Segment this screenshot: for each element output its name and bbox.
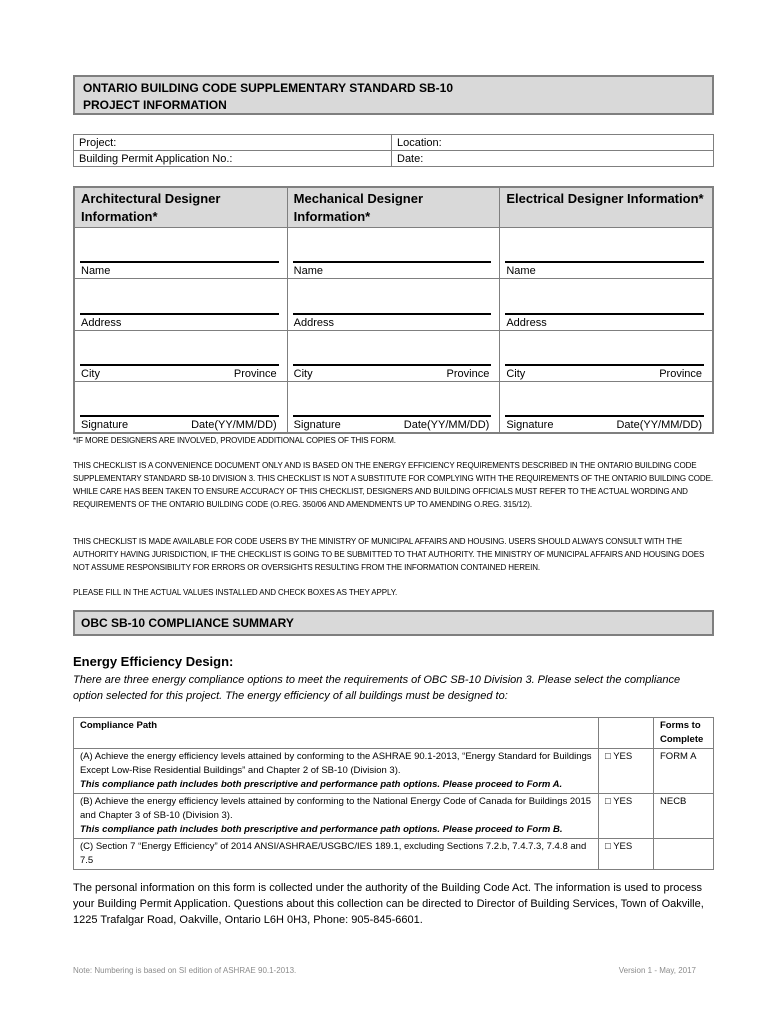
province-label: Province — [446, 367, 490, 380]
form-title: ONTARIO BUILDING CODE SUPPLEMENTARY STANDARD SB-10 — [83, 81, 454, 95]
ministry-disclaimer: THIS CHECKLIST IS MADE AVAILABLE FOR CODE USERS BY THE MINISTRY OF MUNICIPAL AFFAIRS AND HOUSING. USERS SHOULD ALWAYS CONSULT WITH THE AUTHORITY HAVING JURISDICTION, IF THE CHECKLIST IS GOING TO BE SUBMITTED TO THAT AUTHORITY. THE MINISTRY OF MUNICIPAL AFFAIRS AND HOUSING DOES NOT ASSUME RESPONSIBILITY FOR ERRORS OR OVERSIGHTS RESULTING FROM THE INFORMATION CONTAINED HEREIN. — [73, 537, 705, 572]
compliance-option-b — [74, 794, 599, 839]
address-label: Address — [81, 316, 122, 329]
location-field[interactable]: Location: — [392, 135, 714, 151]
checklist-disclaimer: THIS CHECKLIST IS A CONVENIENCE DOCUMENT ONLY AND IS BASED ON THE ENERGY EFFICIENCY REQUIREMENTS DESCRIBED IN THE ONTARIO BUILDING CODE SUPPLEMENTARY STANDARD SB-10 DIVISION 3. THIS CHECKLIST IS NOT A SUBSTITUTE FOR COMPLYING WITH THE REQUIREMENTS OF THE ONTARIO BUILDING CODE. WHILE CARE HAS BEEN TAKEN TO ENSURE ACCURACY OF THIS CHECKLIST, DESIGNERS AND BUILDING OFFICIALS MUST REFER TO THE ACTUAL WORDING AND REQUIREMENTS OF THE ONTARIO BUILDING CODE (O.REG. 350/06 AND AMENDMENTS UP TO AMENDING O.REG. 315/12). — [73, 461, 713, 509]
province-label: Province — [233, 367, 277, 380]
designer-heading: Architectural Designer Information* — [75, 188, 287, 228]
project-info-table — [73, 134, 714, 167]
designer-heading: Mechanical Designer Information* — [288, 188, 500, 228]
option-c-checkbox[interactable]: □ YES — [599, 839, 654, 870]
signature-date-field[interactable] — [75, 382, 287, 432]
designer-heading: Electrical Designer Information* — [500, 188, 712, 228]
option-a-checkbox[interactable]: □ YES — [599, 749, 654, 794]
architectural-designer-column — [75, 188, 288, 432]
city-label: City — [293, 367, 313, 380]
address-field[interactable] — [500, 279, 712, 330]
signature-label: Signature — [81, 419, 129, 431]
city-province-field[interactable] — [288, 331, 500, 382]
form-header — [73, 75, 714, 115]
option-text: (A) Achieve the energy efficiency levels attained by conforming to the ASHRAE 90.1-2013, “Energy Standard for Buildings Except Low-Rise Residential Buildings” and Chapter 2 of SB-10 (Division 3). — [80, 751, 592, 776]
address-label: Address — [293, 316, 335, 329]
name-label: Name — [81, 265, 111, 278]
province-label: Province — [659, 367, 703, 380]
footer-note: Note: Numbering is based on SI edition of ASHRAE 90.1-2013. — [73, 966, 297, 975]
compliance-summary-heading: OBC SB-10 COMPLIANCE SUMMARY — [73, 610, 714, 636]
privacy-notice: The personal information on this form is collected under the authority of the Building Code Act. The information is used to process your Building Permit Application. Questions about this collection can be directed to Director of Building Services, Town of Oakville, 1225 Trafalgar Road, Oakville, Ontario L6H 0H3, Phone: 905-845-6601. — [73, 882, 704, 926]
date-label: Date(YY/MM/DD) — [191, 419, 277, 431]
name-label: Name — [293, 265, 324, 278]
address-field[interactable] — [75, 279, 287, 330]
option-note: This compliance path includes both prescriptive and performance path options. Please proceed to Form B. — [80, 824, 563, 835]
energy-efficiency-description: There are three energy compliance options to meet the requirements of OBC SB-10 Division 3. Please select the compliance option selected for this project. The energy efficiency of all buildings must be designed to: — [73, 674, 681, 702]
signature-date-field[interactable] — [500, 382, 712, 432]
footer-version: Version 1 - May, 2017 — [618, 966, 696, 975]
compliance-path-header: Compliance Path — [74, 718, 599, 749]
signature-date-field[interactable] — [288, 382, 500, 432]
table-row — [74, 794, 714, 839]
table-row — [74, 839, 714, 870]
signature-label: Signature — [293, 419, 341, 431]
table-row — [74, 749, 714, 794]
mechanical-designer-column — [288, 188, 501, 432]
energy-efficiency-title: Energy Efficiency Design: — [73, 654, 234, 669]
date-label: Date(YY/MM/DD) — [616, 419, 703, 431]
name-field[interactable] — [75, 228, 287, 279]
project-field[interactable]: Project: — [74, 135, 392, 151]
more-designers-note: *IF MORE DESIGNERS ARE INVOLVED, PROVIDE ADDITIONAL COPIES OF THIS FORM. — [73, 436, 396, 445]
option-note: This compliance path includes both prescriptive and performance path options. Please proceed to Form A. — [80, 779, 563, 790]
signature-label: Signature — [506, 419, 554, 431]
option-text: (C) Section 7 “Energy Efficiency” of 2014 ANSI/ASHRAE/USGBC/IES 189.1, excluding Sections 7.2.b, 7.4.7.3, 7.4.8 and 7.5 — [80, 841, 587, 866]
address-label: Address — [506, 316, 547, 329]
name-field[interactable] — [288, 228, 500, 279]
date-field[interactable]: Date: — [392, 151, 714, 167]
forms-header: Forms to Complete — [654, 718, 714, 749]
city-province-field[interactable] — [75, 331, 287, 382]
city-province-field[interactable] — [500, 331, 712, 382]
electrical-designer-column — [500, 188, 712, 432]
compliance-path-table — [73, 717, 714, 870]
permit-number-field[interactable]: Building Permit Application No.: — [74, 151, 392, 167]
name-label: Name — [506, 265, 536, 278]
option-b-form: NECB — [654, 794, 714, 839]
address-field[interactable] — [288, 279, 500, 330]
compliance-option-a — [74, 749, 599, 794]
option-a-form: FORM A — [654, 749, 714, 794]
checkbox-header — [599, 718, 654, 749]
city-label: City — [506, 367, 526, 380]
name-field[interactable] — [500, 228, 712, 279]
option-b-checkbox[interactable]: □ YES — [599, 794, 654, 839]
date-label: Date(YY/MM/DD) — [403, 419, 490, 431]
city-label: City — [81, 367, 100, 380]
fill-in-instruction: PLEASE FILL IN THE ACTUAL VALUES INSTALLED AND CHECK BOXES AS THEY APPLY. — [73, 588, 398, 597]
designer-info-grid — [73, 186, 714, 434]
form-subtitle: PROJECT INFORMATION — [83, 98, 227, 112]
option-text: (B) Achieve the energy efficiency levels attained by conforming to the National Energy Code of Canada for Buildings 2015 and Chapter 3 of SB-10 (Division 3). — [80, 796, 592, 821]
option-c-form — [654, 839, 714, 870]
compliance-option-c — [74, 839, 599, 870]
